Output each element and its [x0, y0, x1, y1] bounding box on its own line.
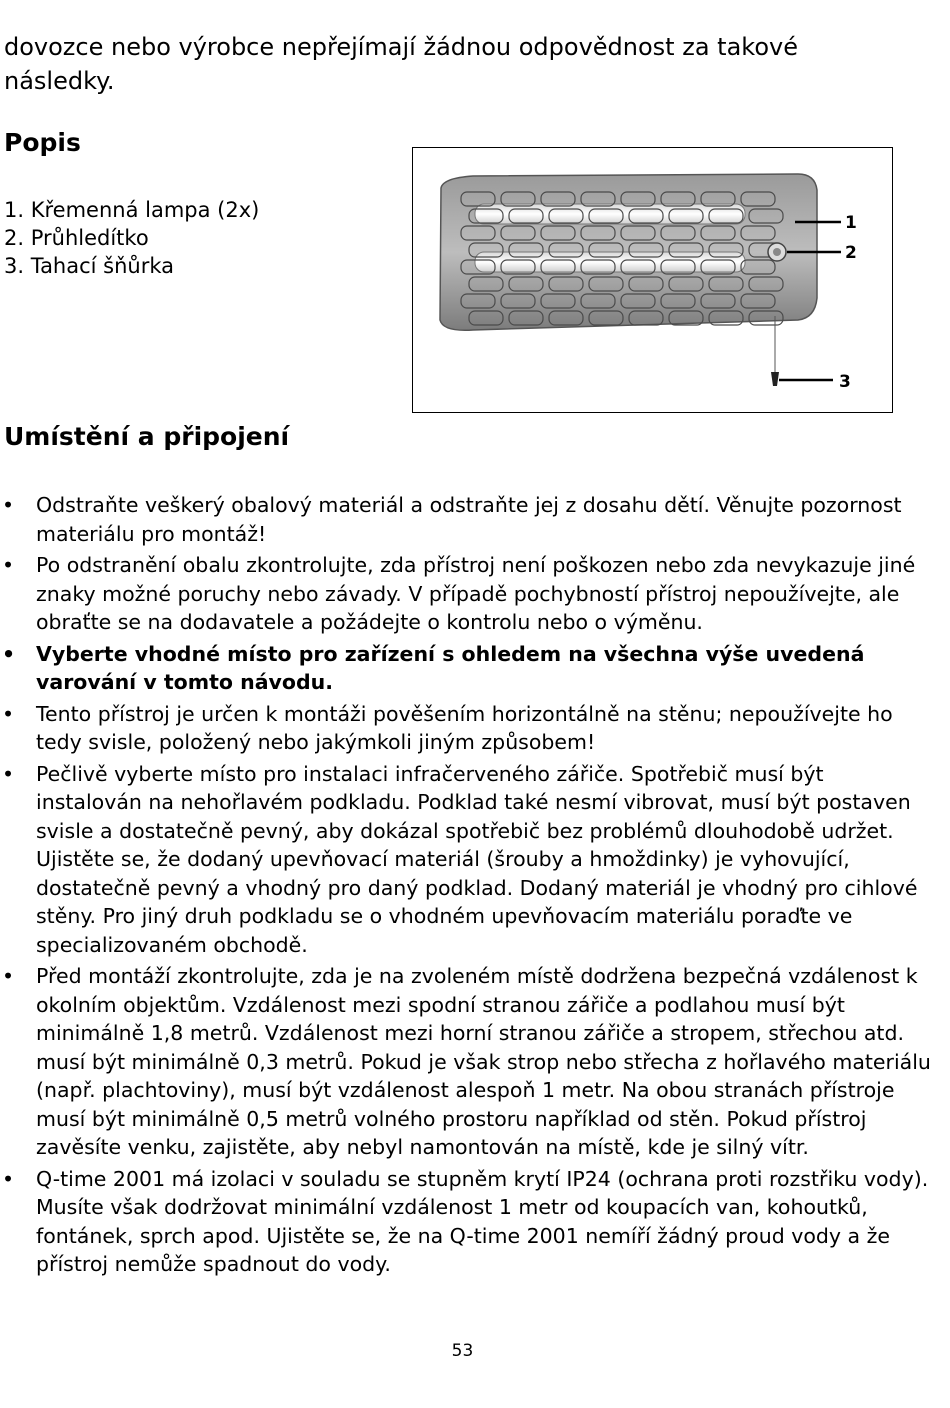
bullet-text: Vyberte vhodné místo pro zařízení s ohledem na všechna výše uvedená varování v tomto návodu.	[36, 641, 865, 694]
callout-label-2: 2	[845, 243, 857, 263]
heater-illustration	[413, 148, 891, 411]
list-item	[0, 491, 935, 548]
list-item	[0, 1165, 935, 1279]
parts-list-item-1: 1. Křemenná lampa (2x)	[4, 198, 260, 222]
list-item	[0, 551, 935, 637]
bullet-text: Před montáží zkontrolujte, zda je na zvoleném místě dodržena bezpečná vzdálenost k okolním objektům. Vzdálenost mezi spodní stranou zářiče a podlahou musí být minimálně 1,8 metrů. Vzdálenost mezi horní stranou zářiče a stropem, střechou atd. musí být minimálně 0,3 metrů. Pokud je však strop nebo střecha z hořlavého materiálu (např. plachtoviny), musí být vzdálenost alespoň 1 metr. Na obou stranách přístroje musí být minimálně 0,5 metrů volného prostoru například od stěn. Pokud přístroj zavěsíte venku, zajistěte, aby nebyl namontován na místě, kde je silný vítr.	[36, 964, 931, 1159]
list-item	[0, 760, 935, 960]
bullet-marker: •	[2, 701, 15, 726]
bullet-marker: •	[2, 641, 16, 666]
bullet-text: Q-time 2001 má izolaci v souladu se stupněm krytí IP24 (ochrana proti rozstřiku vody). Musíte však dodržovat minimální vzdálenost 1 metr od koupacích van, kohoutků, fontánek, sprch apod. Ujistěte se, že na Q-time 2001 nemíří žádný proud vody a že přístroj nemůže spadnout do vody.	[36, 1166, 929, 1276]
list-item	[0, 640, 935, 697]
pull-cord	[771, 316, 779, 386]
callout-label-1: 1	[845, 213, 857, 233]
page-number: 53	[451, 1341, 474, 1361]
parts-list-item-2: 2. Průhledítko	[4, 226, 149, 250]
parts-list-item-3: 3. Tahací šňůrka	[4, 254, 175, 278]
bullet-text: Odstraňte veškerý obalový materiál a odstraňte jej z dosahu dětí. Věnujte pozornost materiálu pro montáž!	[36, 493, 902, 546]
section-heading-umisteni: Umístění a připojení	[4, 422, 290, 451]
list-item	[0, 700, 935, 757]
bullet-marker: •	[2, 761, 15, 786]
list-item	[0, 962, 935, 1162]
bullet-text: Pečlivě vyberte místo pro instalaci infračerveného zářiče. Spotřebič musí být instalován na nehořlavém podkladu. Podklad také nesmí vibrovat, musí být postaven svisle a dostatečně pevný, aby dokázal spotřebič bez problémů dlouhodobě udržet. Ujistěte se, že dodaný upevňovací materiál (šrouby a hmoždinky) je vyhovující, dostatečně pevný a vhodný pro daný podklad. Dodaný materiál je vhodný pro cihlové stěny. Pro jiný druh podkladu se o vhodném upevňovacím materiálu poraďte ve specializovaném obchodě.	[36, 761, 918, 957]
bullet-text: Tento přístroj je určen k montáži pověšením horizontálně na stěnu; nepoužívejte ho tedy svisle, položený nebo jakýmkoli jiným způsobem!	[36, 701, 893, 754]
placement-bullet-list	[0, 491, 935, 1282]
bullet-marker: •	[2, 1166, 15, 1191]
section-heading-popis: Popis	[4, 128, 81, 157]
sight-glass	[768, 243, 786, 261]
intro-paragraph: dovozce nebo výrobce nepřejímají žádnou odpovědnost za takové následky.	[4, 33, 798, 95]
heater-figure	[412, 147, 893, 413]
bullet-marker: •	[2, 493, 15, 517]
bullet-marker: •	[2, 964, 15, 988]
bullet-text: Po odstranění obalu zkontrolujte, zda přístroj není poškozen nebo zda nevykazuje jiné znaky možné poruchy nebo závady. V případě pochybností přístroj nepoužívejte, ale obraťte se na dodavatele a požádejte o kontrolu nebo o výměnu.	[36, 553, 916, 634]
bullet-marker: •	[2, 553, 15, 577]
callout-label-3: 3	[839, 372, 851, 392]
